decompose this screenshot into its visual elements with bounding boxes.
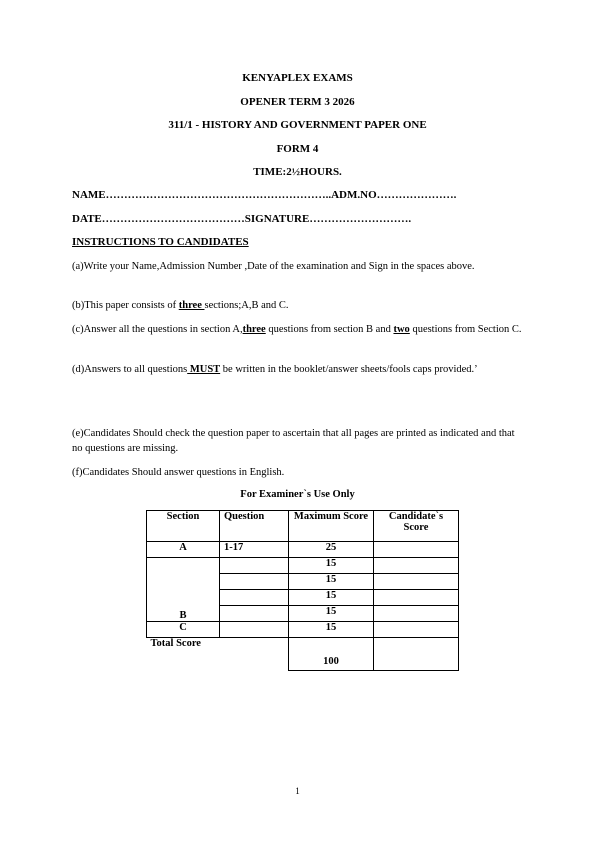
- table-header-row: [147, 511, 459, 542]
- instruction-b-emphasis: three: [178, 300, 205, 311]
- max-score-b1: 15: [289, 558, 374, 574]
- question-b3[interactable]: [220, 590, 289, 606]
- table-row: [147, 558, 459, 574]
- time-allowed: TIME:2½HOURS.: [253, 166, 342, 178]
- instruction-d-text-end: be written in the booklet/answer sheets/fools caps provided.’: [220, 364, 478, 375]
- candidate-score-a[interactable]: [374, 542, 459, 558]
- instruction-c-text: (c)Answer all the questions in section A,: [72, 324, 243, 335]
- header-candidate-score: Candidate`s Score: [374, 511, 459, 542]
- form-level: FORM 4: [276, 143, 319, 155]
- examiner-table-title: For Examiner`s Use Only: [240, 489, 355, 500]
- candidate-score-b2[interactable]: [374, 574, 459, 590]
- instruction-b-text-end: sections;A,B and C.: [204, 300, 289, 311]
- instruction-d: [72, 362, 522, 377]
- candidate-total-score[interactable]: [374, 638, 459, 671]
- examiner-score-table: [146, 510, 459, 671]
- instruction-f: (f)Candidates Should answer questions in English.: [72, 467, 285, 478]
- question-b2[interactable]: [220, 574, 289, 590]
- candidate-score-b1[interactable]: [374, 558, 459, 574]
- section-c: C: [147, 622, 220, 638]
- exam-term: OPENER TERM 3 2026: [240, 96, 355, 108]
- total-max-score: 100: [289, 638, 374, 671]
- instruction-d-text: (d)Answers to all questions: [72, 364, 188, 375]
- max-score-b4: 15: [289, 606, 374, 622]
- max-score-a: 25: [289, 542, 374, 558]
- question-c[interactable]: [220, 622, 289, 638]
- candidate-score-b4[interactable]: [374, 606, 459, 622]
- instruction-a: (a)Write your Name,Admission Number ,Date of the examination and Sign in the spaces above.: [72, 261, 475, 272]
- section-a: A: [147, 542, 220, 558]
- total-score-label: Total Score: [150, 638, 201, 649]
- page-number: 1: [295, 786, 300, 796]
- paper-title: 311/1 - HISTORY AND GOVERNMENT PAPER ONE: [168, 119, 427, 131]
- question-range-a: 1-17: [220, 542, 289, 558]
- instruction-d-emphasis: MUST: [187, 364, 221, 375]
- table-total-row: [147, 638, 459, 671]
- max-score-c: 15: [289, 622, 374, 638]
- instructions-heading: INSTRUCTIONS TO CANDIDATES: [72, 236, 249, 248]
- max-score-b2: 15: [289, 574, 374, 590]
- section-b: B: [147, 558, 220, 622]
- exam-body: KENYAPLEX EXAMS: [242, 72, 353, 84]
- date-signature-line: DATE…………………………………SIGNATURE……………………….: [72, 213, 412, 225]
- instruction-c-text-mid: questions from section B and: [265, 324, 394, 335]
- max-score-b3: 15: [289, 590, 374, 606]
- instruction-c-text-end: questions from Section C.: [409, 324, 522, 335]
- instruction-b: [72, 298, 522, 313]
- candidate-score-c[interactable]: [374, 622, 459, 638]
- table-row: [147, 622, 459, 638]
- question-b1[interactable]: [220, 558, 289, 574]
- header-section: Section: [147, 511, 220, 542]
- header-question: Question: [220, 511, 289, 542]
- instruction-c-emphasis-three: three: [242, 324, 266, 335]
- table-row: [147, 542, 459, 558]
- candidate-score-b3[interactable]: [374, 590, 459, 606]
- question-b4[interactable]: [220, 606, 289, 622]
- name-admno-line: NAME……………………………………………………..ADM.NO………………….: [72, 189, 457, 201]
- header-max-score: Maximum Score: [289, 511, 374, 542]
- instruction-b-text: (b)This paper consists of: [72, 300, 179, 311]
- instruction-c: [72, 322, 522, 337]
- instruction-c-emphasis-two: two: [393, 324, 410, 335]
- instruction-e: (e)Candidates Should check the question paper to ascertain that all pages are printed as indicated and that no questions are missing.: [72, 428, 515, 454]
